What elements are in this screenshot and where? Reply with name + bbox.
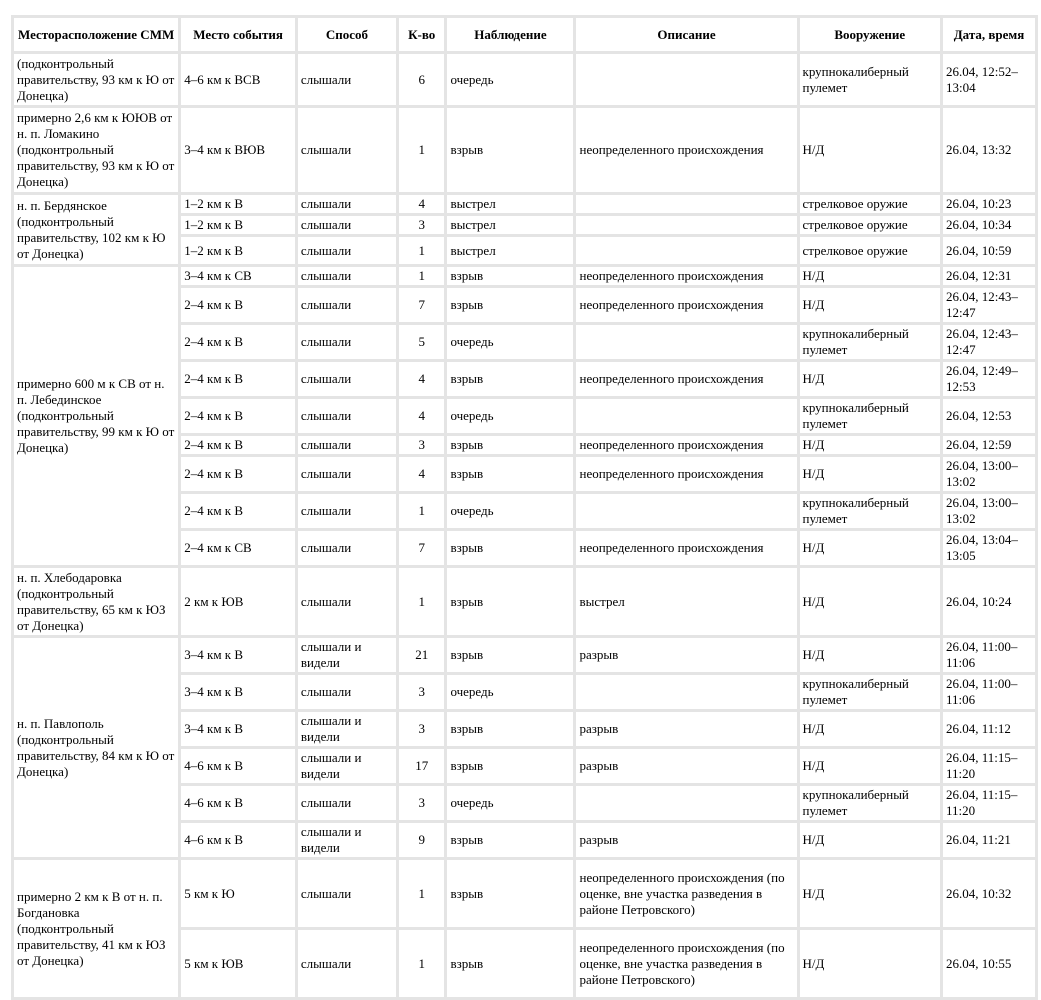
place-cell: 2–4 км к В: [181, 325, 295, 359]
header-qty: К-во: [399, 18, 444, 51]
qty-cell: 4: [399, 362, 444, 396]
armament-cell: стрелковое оружие: [800, 237, 940, 264]
method-cell: слышали: [298, 195, 396, 213]
place-cell: 4–6 км к В: [181, 749, 295, 783]
place-cell: 2–4 км к В: [181, 436, 295, 454]
datetime-cell: 26.04, 13:00–13:02: [943, 457, 1035, 491]
method-cell: слышали: [298, 531, 396, 565]
qty-cell: 1: [399, 267, 444, 285]
description-cell: выстрел: [576, 568, 796, 635]
place-cell: 1–2 км к В: [181, 237, 295, 264]
armament-cell: стрелковое оружие: [800, 195, 940, 213]
place-cell: 2–4 км к СВ: [181, 531, 295, 565]
observation-cell: взрыв: [447, 823, 573, 857]
observation-cell: взрыв: [447, 568, 573, 635]
armament-cell: стрелковое оружие: [800, 216, 940, 234]
armament-cell: крупнокалиберный пулемет: [800, 494, 940, 528]
qty-cell: 3: [399, 712, 444, 746]
table-row: [14, 267, 1035, 285]
observation-cell: взрыв: [447, 930, 573, 997]
header-datetime: Дата, время: [943, 18, 1035, 51]
observation-cell: взрыв: [447, 749, 573, 783]
location-cell: н. п. Павлополь (подконтрольный правительству, 84 км к Ю от Донецка): [14, 638, 178, 857]
qty-cell: 3: [399, 216, 444, 234]
place-cell: 4–6 км к В: [181, 823, 295, 857]
method-cell: слышали: [298, 930, 396, 997]
armament-cell: Н/Д: [800, 457, 940, 491]
header-armament: Вооружение: [800, 18, 940, 51]
method-cell: слышали: [298, 267, 396, 285]
table-row: [14, 638, 1035, 672]
armament-cell: Н/Д: [800, 712, 940, 746]
datetime-cell: 26.04, 12:59: [943, 436, 1035, 454]
place-cell: 2–4 км к В: [181, 288, 295, 322]
method-cell: слышали: [298, 362, 396, 396]
armament-cell: крупнокалиберный пулемет: [800, 325, 940, 359]
armament-cell: Н/Д: [800, 823, 940, 857]
description-cell: [576, 494, 796, 528]
datetime-cell: 26.04, 11:15–11:20: [943, 786, 1035, 820]
armament-cell: крупнокалиберный пулемет: [800, 786, 940, 820]
observation-cell: взрыв: [447, 362, 573, 396]
description-cell: неопределенного происхождения: [576, 436, 796, 454]
description-cell: неопределенного происхождения: [576, 362, 796, 396]
incident-table: [11, 15, 1038, 1000]
place-cell: 4–6 км к ВСВ: [181, 54, 295, 105]
armament-cell: Н/Д: [800, 288, 940, 322]
datetime-cell: 26.04, 12:43–12:47: [943, 325, 1035, 359]
observation-cell: очередь: [447, 786, 573, 820]
armament-cell: Н/Д: [800, 267, 940, 285]
place-cell: 5 км к ЮВ: [181, 930, 295, 997]
description-cell: [576, 216, 796, 234]
method-cell: слышали: [298, 325, 396, 359]
method-cell: слышали: [298, 237, 396, 264]
method-cell: слышали: [298, 288, 396, 322]
datetime-cell: 26.04, 11:00–11:06: [943, 638, 1035, 672]
observation-cell: взрыв: [447, 638, 573, 672]
datetime-cell: 26.04, 12:31: [943, 267, 1035, 285]
description-cell: разрыв: [576, 712, 796, 746]
qty-cell: 1: [399, 108, 444, 192]
observation-cell: очередь: [447, 399, 573, 433]
qty-cell: 7: [399, 531, 444, 565]
description-cell: [576, 675, 796, 709]
description-cell: [576, 237, 796, 264]
datetime-cell: 26.04, 11:21: [943, 823, 1035, 857]
observation-cell: взрыв: [447, 436, 573, 454]
armament-cell: Н/Д: [800, 930, 940, 997]
method-cell: слышали: [298, 457, 396, 491]
armament-cell: крупнокалиберный пулемет: [800, 54, 940, 105]
location-cell: н. п. Бердянское (подконтрольный правительству, 102 км к Ю от Донецка): [14, 195, 178, 264]
method-cell: слышали: [298, 860, 396, 927]
place-cell: 5 км к Ю: [181, 860, 295, 927]
observation-cell: выстрел: [447, 216, 573, 234]
qty-cell: 21: [399, 638, 444, 672]
datetime-cell: 26.04, 13:04–13:05: [943, 531, 1035, 565]
method-cell: слышали: [298, 216, 396, 234]
method-cell: слышали: [298, 54, 396, 105]
description-cell: неопределенного происхождения: [576, 531, 796, 565]
method-cell: слышали: [298, 568, 396, 635]
qty-cell: 7: [399, 288, 444, 322]
datetime-cell: 26.04, 11:00–11:06: [943, 675, 1035, 709]
method-cell: слышали: [298, 108, 396, 192]
armament-cell: Н/Д: [800, 436, 940, 454]
observation-cell: очередь: [447, 675, 573, 709]
armament-cell: крупнокалиберный пулемет: [800, 675, 940, 709]
armament-cell: Н/Д: [800, 568, 940, 635]
datetime-cell: 26.04, 10:24: [943, 568, 1035, 635]
observation-cell: очередь: [447, 494, 573, 528]
datetime-cell: 26.04, 10:32: [943, 860, 1035, 927]
datetime-cell: 26.04, 12:52–13:04: [943, 54, 1035, 105]
datetime-cell: 26.04, 10:55: [943, 930, 1035, 997]
place-cell: 1–2 км к В: [181, 195, 295, 213]
datetime-cell: 26.04, 10:23: [943, 195, 1035, 213]
description-cell: неопределенного происхождения: [576, 457, 796, 491]
qty-cell: 9: [399, 823, 444, 857]
method-cell: слышали: [298, 675, 396, 709]
place-cell: 3–4 км к В: [181, 675, 295, 709]
table-row: [14, 195, 1035, 213]
datetime-cell: 26.04, 11:15–11:20: [943, 749, 1035, 783]
qty-cell: 4: [399, 457, 444, 491]
location-cell: примерно 600 м к СВ от н. п. Лебединское (подконтрольный правительству, 99 км к Ю от Донецка): [14, 267, 178, 565]
armament-cell: Н/Д: [800, 638, 940, 672]
description-cell: неопределенного происхождения (по оценке, вне участка разведения в районе Петровского): [576, 930, 796, 997]
place-cell: 3–4 км к В: [181, 712, 295, 746]
qty-cell: 6: [399, 54, 444, 105]
qty-cell: 1: [399, 568, 444, 635]
method-cell: слышали и видели: [298, 749, 396, 783]
description-cell: неопределенного происхождения: [576, 288, 796, 322]
qty-cell: 1: [399, 494, 444, 528]
armament-cell: Н/Д: [800, 531, 940, 565]
description-cell: разрыв: [576, 638, 796, 672]
qty-cell: 1: [399, 237, 444, 264]
place-cell: 2 км к ЮВ: [181, 568, 295, 635]
qty-cell: 1: [399, 860, 444, 927]
observation-cell: взрыв: [447, 860, 573, 927]
datetime-cell: 26.04, 10:34: [943, 216, 1035, 234]
place-cell: 2–4 км к В: [181, 457, 295, 491]
qty-cell: 5: [399, 325, 444, 359]
location-cell: (подконтрольный правительству, 93 км к Ю от Донецка): [14, 54, 178, 105]
qty-cell: 3: [399, 786, 444, 820]
armament-cell: Н/Д: [800, 749, 940, 783]
armament-cell: Н/Д: [800, 362, 940, 396]
place-cell: 3–4 км к ВЮВ: [181, 108, 295, 192]
place-cell: 3–4 км к СВ: [181, 267, 295, 285]
location-cell: примерно 2 км к В от н. п. Богдановка (подконтрольный правительству, 41 км к ЮЗ от Донецка): [14, 860, 178, 997]
qty-cell: 3: [399, 675, 444, 709]
method-cell: слышали и видели: [298, 712, 396, 746]
description-cell: разрыв: [576, 823, 796, 857]
table-row: [14, 568, 1035, 635]
qty-cell: 4: [399, 195, 444, 213]
datetime-cell: 26.04, 13:00–13:02: [943, 494, 1035, 528]
place-cell: 2–4 км к В: [181, 362, 295, 396]
place-cell: 4–6 км к В: [181, 786, 295, 820]
observation-cell: взрыв: [447, 531, 573, 565]
observation-cell: очередь: [447, 54, 573, 105]
header-location: Месторасположение СММ: [14, 18, 178, 51]
description-cell: неопределенного происхождения (по оценке, вне участка разведения в районе Петровского): [576, 860, 796, 927]
location-cell: примерно 2,6 км к ЮЮВ от н. п. Ломакино (подконтрольный правительству, 93 км к Ю от Донецка): [14, 108, 178, 192]
qty-cell: 4: [399, 399, 444, 433]
observation-cell: взрыв: [447, 267, 573, 285]
observation-cell: взрыв: [447, 712, 573, 746]
header-row: [14, 18, 1035, 51]
place-cell: 2–4 км к В: [181, 399, 295, 433]
datetime-cell: 26.04, 10:59: [943, 237, 1035, 264]
qty-cell: 1: [399, 930, 444, 997]
description-cell: [576, 195, 796, 213]
observation-cell: очередь: [447, 325, 573, 359]
table-row: [14, 860, 1035, 927]
observation-cell: взрыв: [447, 288, 573, 322]
observation-cell: выстрел: [447, 195, 573, 213]
description-cell: разрыв: [576, 749, 796, 783]
method-cell: слышали: [298, 494, 396, 528]
armament-cell: Н/Д: [800, 108, 940, 192]
method-cell: слышали и видели: [298, 638, 396, 672]
location-cell: н. п. Хлебодаровка (подконтрольный правительству, 65 км к ЮЗ от Донецка): [14, 568, 178, 635]
description-cell: [576, 786, 796, 820]
method-cell: слышали: [298, 436, 396, 454]
header-method: Способ: [298, 18, 396, 51]
qty-cell: 3: [399, 436, 444, 454]
place-cell: 1–2 км к В: [181, 216, 295, 234]
table-row: [14, 108, 1035, 192]
table-row: [14, 54, 1035, 105]
description-cell: [576, 399, 796, 433]
place-cell: 2–4 км к В: [181, 494, 295, 528]
place-cell: 3–4 км к В: [181, 638, 295, 672]
datetime-cell: 26.04, 12:43–12:47: [943, 288, 1035, 322]
header-place: Место события: [181, 18, 295, 51]
datetime-cell: 26.04, 11:12: [943, 712, 1035, 746]
observation-cell: взрыв: [447, 457, 573, 491]
method-cell: слышали: [298, 786, 396, 820]
observation-cell: выстрел: [447, 237, 573, 264]
datetime-cell: 26.04, 13:32: [943, 108, 1035, 192]
armament-cell: Н/Д: [800, 860, 940, 927]
method-cell: слышали и видели: [298, 823, 396, 857]
description-cell: [576, 325, 796, 359]
header-description: Описание: [576, 18, 796, 51]
observation-cell: взрыв: [447, 108, 573, 192]
method-cell: слышали: [298, 399, 396, 433]
header-observation: Наблюдение: [447, 18, 573, 51]
description-cell: неопределенного происхождения: [576, 108, 796, 192]
armament-cell: крупнокалиберный пулемет: [800, 399, 940, 433]
datetime-cell: 26.04, 12:53: [943, 399, 1035, 433]
description-cell: неопределенного происхождения: [576, 267, 796, 285]
description-cell: [576, 54, 796, 105]
datetime-cell: 26.04, 12:49–12:53: [943, 362, 1035, 396]
qty-cell: 17: [399, 749, 444, 783]
report-table-wrapper: [11, 15, 1038, 1000]
